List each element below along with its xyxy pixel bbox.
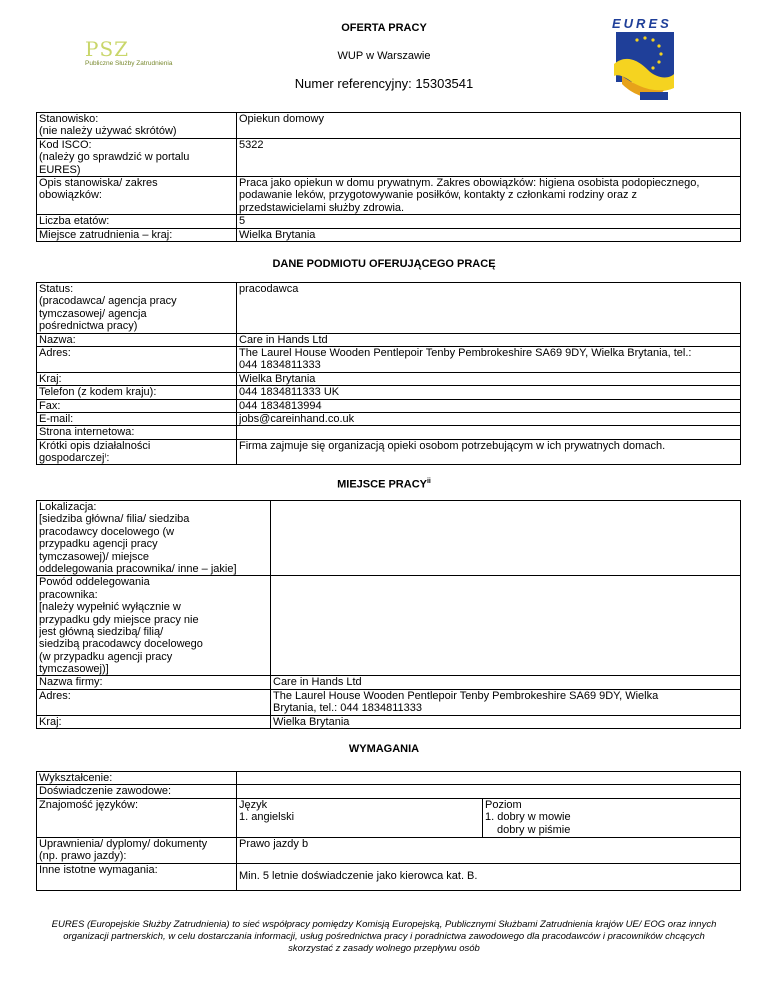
reference-number: Numer referencyjny: 15303541 — [294, 76, 474, 91]
education-label: Wykształcenie: — [37, 772, 237, 785]
language-column — [237, 798, 483, 837]
business-description-value: Firma zajmuje się organizacją opieki osobom potrzebującym w ich prywatnych domach. — [237, 439, 741, 465]
status-label: Status: (pracodawca/ agencja pracy tymczasowej/ agencja pośrednictwa pracy) — [37, 283, 237, 334]
table-row — [37, 785, 741, 798]
fax-label: Fax: — [37, 399, 237, 412]
company-name-label: Nazwa firmy: — [37, 676, 271, 689]
table-row — [37, 372, 741, 385]
office-name: WUP w Warszawie — [337, 50, 431, 62]
psz-logo-subtitle: Publiczne Służby Zatrudnienia — [85, 60, 173, 67]
table-row — [37, 228, 741, 241]
name-value: Care in Hands Ltd — [237, 333, 741, 346]
workplace-country-value: Wielka Brytania — [271, 715, 741, 728]
table-row — [37, 501, 741, 576]
other-requirements-label: Inne istotne wymagania: — [37, 863, 237, 890]
workplace-address-label: Adres: — [37, 689, 271, 715]
psz-logo-text: PSZ — [85, 37, 130, 61]
experience-value — [237, 785, 741, 798]
psz-logo — [85, 37, 195, 70]
table-row — [37, 863, 741, 890]
permits-label: Uprawnienia/ dyplomy/ dokumenty (np. prawo jazdy): — [37, 837, 237, 863]
location-value — [271, 501, 741, 576]
positions-count-label: Liczba etatów: — [37, 215, 237, 228]
table-row — [37, 138, 741, 176]
status-value: pracodawca — [237, 283, 741, 334]
eures-logo — [608, 14, 678, 102]
position-value: Opiekun domowy — [237, 113, 741, 139]
employer-country-value: Wielka Brytania — [237, 372, 741, 385]
table-row — [37, 412, 741, 425]
level-value-1: 1. dobry w mowie — [485, 811, 571, 824]
eures-logo-text: EURES — [612, 16, 672, 31]
country-value: Wielka Brytania — [237, 228, 741, 241]
workplace-section-heading: MIEJSCE PRACY$^{ii}$ — [337, 478, 431, 491]
positions-count-value: 5 — [237, 215, 741, 228]
address-label: Adres: — [37, 346, 237, 372]
table-row — [37, 439, 741, 465]
table-row — [37, 113, 741, 139]
table-row — [37, 576, 741, 676]
footer-note: EURES (Europejskie Służby Zatrudnienia) to sieć współpracy pomiędzy Komisją Europejską, Publicznymi Służbami Zatrudnienia krajów UE/ EOG oraz innych organizacji partnerskich, w celu dostarczania informacji, usług pośrednictwa pracy i poradnictwa zawodowego dla pracodawców i pracowników chcących skorzystać z zasady wolnego przepływu osób — [51, 919, 717, 954]
workplace-country-label: Kraj: — [37, 715, 271, 728]
location-label: Lokalizacja: [siedziba główna/ filia/ siedziba pracodawcy docelowego (w przypadku agencji pracy tymczasowej)/ miejsce oddelegowania pracownika/ inne – jakie] — [37, 501, 271, 576]
table-row — [37, 772, 741, 785]
phone-label: Telefon (z kodem kraju): — [37, 386, 237, 399]
website-label: Strona internetowa: — [37, 426, 237, 439]
table-row — [37, 798, 741, 837]
level-value-2: dobry w piśmie — [497, 823, 571, 836]
table-row — [37, 333, 741, 346]
education-value — [237, 772, 741, 785]
email-value[interactable]: jobs@careinhand.co.uk — [237, 412, 741, 425]
position-table — [36, 112, 741, 242]
table-row — [37, 676, 741, 689]
experience-label: Doświadczenie zawodowe: — [37, 785, 237, 798]
table-row — [37, 176, 741, 214]
email-label: E-mail: — [37, 412, 237, 425]
employer-section-heading: DANE PODMIOTU OFERUJĄCEGO PRACĘ — [272, 258, 496, 270]
phone-value: 044 1834811333 UK — [237, 386, 741, 399]
isco-label: Kod ISCO: (należy go sprawdzić w portalu EURES) — [37, 138, 237, 176]
name-label: Nazwa: — [37, 333, 237, 346]
delegation-reason-value — [271, 576, 741, 676]
table-row — [37, 346, 741, 372]
requirements-table — [36, 771, 741, 891]
table-row — [37, 386, 741, 399]
table-row — [37, 399, 741, 412]
address-value: The Laurel House Wooden Pentlepoir Tenby Pembrokeshire SA69 9DY, Wielka Brytania, tel.: 044 1834811333 — [237, 346, 741, 372]
business-description-label: Krótki opis działalności gospodarczejⁱ: — [37, 439, 237, 465]
table-row — [37, 715, 741, 728]
workplace-address-value: The Laurel House Wooden Pentlepoir Tenby Pembrokeshire SA69 9DY, Wielka Brytania, tel.: 044 1834811333 — [271, 689, 741, 715]
table-row — [37, 283, 741, 334]
other-requirements-value: Min. 5 letnie doświadczenie jako kierowca kat. B. — [237, 863, 741, 890]
workplace-table — [36, 500, 741, 729]
employer-table — [36, 282, 741, 465]
table-row — [37, 426, 741, 439]
delegation-reason-label: Powód oddelegowania pracownika: [należy wypełnić wyłącznie w przypadku gdy miejsce pracy nie jest główną siedzibą/ filią/ siedzibą pracodawcy docelowego (w przypadku agencji pracy tymczasowej)] — [37, 576, 271, 676]
language-value: 1. angielski — [239, 811, 295, 824]
fax-value: 044 1834813994 — [237, 399, 741, 412]
language-header: Język — [239, 798, 268, 811]
requirements-section-heading: WYMAGANIA — [348, 743, 420, 755]
duties-value: Praca jako opiekun w domu prywatnym. Zakres obowiązków: higiena osobista podopiecznego, podawanie leków, przygotowywanie posiłków, kontakty z członkami rodziny oraz z przedstawicielami służby zdrowia. — [237, 176, 741, 214]
website-value — [237, 426, 741, 439]
table-row — [37, 215, 741, 228]
level-column — [483, 798, 741, 837]
document-title: OFERTA PRACY — [341, 22, 427, 34]
position-label: Stanowisko: (nie należy używać skrótów) — [37, 113, 237, 139]
permits-value: Prawo jazdy b — [237, 837, 741, 863]
languages-label: Znajomość języków: — [37, 798, 237, 837]
company-name-value: Care in Hands Ltd — [271, 676, 741, 689]
duties-label: Opis stanowiska/ zakres obowiązków: — [37, 176, 237, 214]
table-row — [37, 689, 741, 715]
employer-country-label: Kraj: — [37, 372, 237, 385]
level-header: Poziom — [485, 798, 522, 811]
country-label: Miejsce zatrudnienia – kraj: — [37, 228, 237, 241]
isco-value: 5322 — [237, 138, 741, 176]
table-row — [37, 837, 741, 863]
